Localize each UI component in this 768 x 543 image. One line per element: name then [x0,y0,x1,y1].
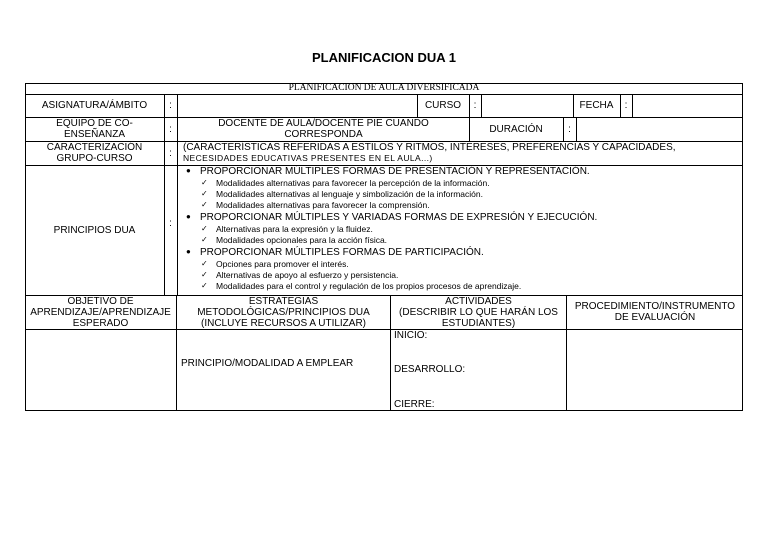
label-curso: CURSO [424,100,462,111]
document-title: PLANIFICACION DUA 1 [312,50,456,65]
principio-modalidad-label: PRINCIPIO/MODALIDAD A EMPLEAR [181,358,354,369]
label-principios: PRINCIPIOS DUA [53,224,136,236]
header-estrategias-line1: ESTRATEGIAS [248,295,319,307]
principio-item: Modalidades alternativas al lenguaje y simbolización de la información. [216,189,483,199]
header-procedimiento [567,295,743,329]
check-icon: ✓ [201,235,208,244]
field-asignatura[interactable] [178,95,416,116]
principio-item: Alternativas para la expresión y la fluidez. [216,224,373,234]
label-fecha: FECHA [579,100,614,111]
field-procedimiento[interactable] [567,330,742,410]
label-equipo [25,117,164,141]
cierre-label: CIERRE: [394,399,435,410]
principio-heading-3: PROPORCIONAR MÚLTIPLES FORMAS DE PARTICIPACIÓN. [200,247,484,258]
check-icon: ✓ [201,281,208,290]
docente-line2: CORRESPONDA [284,129,363,140]
principio-item: Modalidades alternativas para favorecer la percepción de la información. [216,178,490,188]
field-fecha[interactable] [633,95,742,116]
principio-item: Modalidades para el control y regulación de los propios procesos de aprendizaje. [216,281,522,291]
bullet-icon: ● [186,212,191,221]
check-icon: ✓ [201,224,208,233]
inicio-label: INICIO: [394,330,428,341]
label-equipo-line1: EQUIPO DE CO- [56,118,133,129]
field-duracion[interactable] [577,118,742,140]
header-objetivo-line1: OBJETIVO DE [67,295,134,307]
header-objetivo-line3: ESPERADO [72,317,129,329]
header-procedimiento-line1: PROCEDIMIENTO/INSTRUMENTO [574,301,736,312]
colon: : [624,100,628,111]
principio-item: Opciones para promover el interés. [216,259,349,269]
header-estrategias-line2: METODOLÓGICAS/PRINCIPIOS DUA [197,306,370,318]
header-procedimiento-line2: DE EVALUACIÓN [614,312,696,323]
label-caracterizacion-line1: CARACTERIZACIÓN [46,142,143,153]
label-asignatura: ASIGNATURA/ÁMBITO [41,100,148,111]
header-objetivo-line2: APRENDIZAJE/APRENDIZAJE [30,306,171,318]
check-icon: ✓ [201,178,208,187]
label-caracterizacion-line2: GRUPO-CURSO [56,153,133,164]
header-actividades [391,295,566,329]
principio-item: Modalidades opcionales para la acción física. [216,235,388,245]
check-icon: ✓ [201,259,208,268]
principio-heading-2: PROPORCIONAR MÚLTIPLES Y VARIADAS FORMAS DE EXPRESIÓN Y EJECUCIÓN. [200,212,598,223]
colon: : [169,217,172,229]
caracterizacion-text-line2: NECESIDADES EDUCATIVAS PRESENTES EN EL AULA...) [183,153,433,163]
principio-item: Alternativas de apoyo al esfuerzo y persistencia. [216,270,399,280]
colon: : [169,123,172,135]
colon: : [169,147,172,159]
docente-line1: DOCENTE DE AULA/DOCENTE PIE CUANDO [218,118,429,129]
principio-heading-1: PROPORCIONAR MÚLTIPLES FORMAS DE PRESENTACIÓN Y REPRESENTACIÓN. [200,166,590,177]
field-objetivo[interactable] [26,330,176,410]
check-icon: ✓ [201,270,208,279]
colon: : [568,123,571,135]
bullet-icon: ● [186,166,191,175]
header-estrategias [177,295,390,329]
field-curso[interactable] [482,95,572,116]
check-icon: ✓ [201,189,208,198]
docente-text[interactable] [178,117,469,141]
header-actividades-line2: (DESCRIBIR LO QUE HARÁN LOS [399,306,558,318]
principio-item: Modalidades alternativas para favorecer la comprensión. [216,200,430,210]
desarrollo-label: DESARROLLO: [394,364,466,375]
header-actividades-line1: ACTIVIDADES [445,295,512,307]
header-estrategias-line3: (INCLUYE RECURSOS A UTILIZAR) [200,317,367,329]
label-equipo-line2: ENSEÑANZA [63,129,126,140]
col-divider [177,141,178,295]
label-caracterizacion [25,141,164,165]
bullet-icon: ● [186,247,191,256]
header-objetivo [25,295,176,329]
colon: : [169,100,172,111]
check-icon: ✓ [201,200,208,209]
colon: : [473,100,477,111]
label-duracion: DURACIÓN [489,123,543,135]
table-header: PLANIFICACION DE AULA DIVERSIFICADA [288,83,480,93]
caracterizacion-text-line1: (CARACTERÍSTICAS REFERIDAS A ESTILOS Y RITMOS, INTERESES, PREFERENCIAS Y CAPACIDADES, [183,142,676,153]
header-actividades-line3: ESTUDIANTES) [441,317,516,329]
